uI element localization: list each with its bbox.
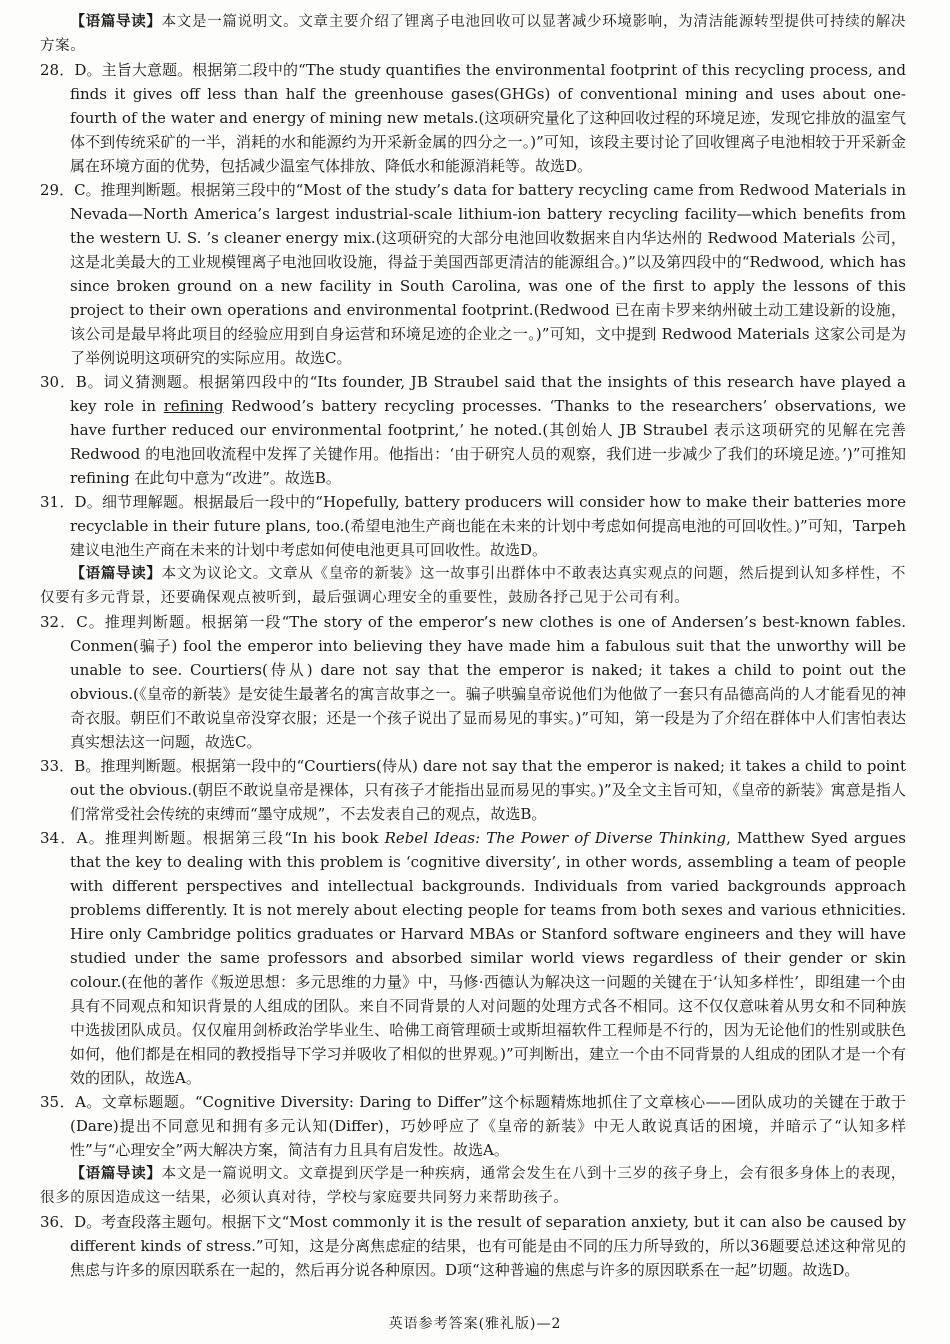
guide-text: 本文为议论文。文章从《皇帝的新装》这一故事引出群体中不敢表达真实观点的问题，然后提到认知多样性，不仅要有多元背景，还要确保观点被听到，最后强调心理安全的重要性，鼓励各抒己见于公司有利。: [40, 566, 906, 606]
item-text: 推理判断题。根据第三段中的“Most of the study’s data for battery recycling came from Redwood Materials in Nevada—North America’s largest industrial-scale lithium-ion battery recycling facility—which benefits from the western U. S. ’s cleaner energy mix.(这项研究的大部分电池回收数据来自内华达州的 Redwood Materials 公司，这是北美最大的工业规模锂离子电池回收设施，得益于美国西部更清洁的能源组合。)”以及第四段中的“Redwood, which has since broken ground on a new facility in South Carolina, was one of the first to apply the lessons of this project to their own operations and environmental footprint.(Redwood 已在南卡罗来纳州破土动工建设新的设施，该公司是最早将此项目的经验应用到自身运营和环境足迹的企业之一。)”可知，文中提到 Redwood Materials 这家公司是为了举例说明这项研究的实际应用。故选C。: [70, 181, 906, 367]
passage-guide-3: [40, 1162, 906, 1210]
item-text-before: 词义猜测题。根据第四段中的“Its founder, JB Straubel said that the insights of this research have played a key role in: [70, 373, 906, 415]
item-text-after: Redwood’s battery recycling processes. ‘Thanks to the researchers’ observations, we have further reduced our environmental footprint,’ he noted.(其创始人 JB Straubel 表示这项研究的见解在完善 Redwood 的电池回收流程中发挥了关键作用。他指出：‘由于研究人员的观察，我们进一步减少了我们的环境足迹。’)”可推知 refining 在此句中意为“改进”。故选B。: [70, 397, 907, 487]
answer-item-33: [40, 754, 906, 826]
item-text-after: , Matthew Syed argues that the key to dealing with this problem is ‘cognitive diversity’, in other words, assembling a team of people with different perspectives and intellectual backgrounds. Individuals from varied backgrounds approach problems differently. It is not merely about electing people for teams from both sexes and various ethnicities. Hire only Cambridge politics graduates or Harvard MBAs or Stanford software engineers and they will have studied under the same professors and absorbed similar world views regardless of their gender or skin colour.(在他的著作《叛逆思想：多元思维的力量》中，马修·西德认为解决这一问题的关键在于‘认知多样性’，即组建一个由具有不同观点和知识背景的人组成的团队。来自不同背景的人对问题的处理方式各不相同。这不仅仅意味着从男女和不同种族中选拔团队成员。仅仅雇用剑桥政治学毕业生、哈佛工商管理硕士或斯坦福软件工程师是不行的，因为无论他们的性别或肤色如何，他们都是在相同的教授指导下学习并吸收了相似的世界观。)”可判断出，建立一个由不同背景的人组成的团队才是一个有效的团队，故选A。: [70, 829, 907, 1087]
answer-item-28: [40, 58, 906, 178]
item-text-before: 推理判断题。根据第三段“In his book: [105, 829, 385, 847]
answer-item-31: [40, 490, 906, 562]
answer-item-32: [40, 610, 906, 754]
item-text: 主旨大意题。根据第二段中的“The study quantifies the environmental footprint of this recycling process, and finds it gives off less than half the greenhouse gases(GHGs) of conventional mining and uses about one-fourth of the water and energy of mining new metals.(这项研究量化了这种回收过程的环境足迹，发现它排放的温室气体不到传统采矿的一半，消耗的水和能源约为开采新金属的四分之一。)”可知，该段主要讨论了回收锂离子电池相较于开采新金属在环境方面的优势，包括减少温室气体排放、降低水和能源消耗等。故选D。: [70, 61, 906, 175]
guide-text: 本文是一篇说明文。文章主要介绍了锂离子电池回收可以显著减少环境影响，为清洁能源转型提供可持续的解决方案。: [40, 14, 906, 54]
passage-guide-1: [40, 10, 906, 58]
answer-page: [40, 10, 906, 1282]
item-text: 细节理解题。根据最后一段中的“Hopefully, battery producers will consider how to make their batteries more recyclable in their future plans, too.(希望电池生产商也能在未来的计划中考虑如何提高电池的可回收性。)”可知，Tarpeh 建议电池生产商在未来的计划中考虑如何使电池更具可回收性。故选D。: [70, 493, 906, 559]
guide-label: 【语篇导读】: [70, 1165, 162, 1182]
guide-label: 【语篇导读】: [70, 13, 162, 30]
item-text: 文章标题题。“Cognitive Diversity: Daring to Differ”这个标题精炼地抓住了文章核心——团队成功的关键在于敢于(Dare)提出不同意见和拥有多元认知(Differ)，巧妙呼应了《皇帝的新装》中无人敢说真话的困境，并暗示了“认知多样性”与“心理安全”两大解决方案，简洁有力且具有启发性。故选A。: [70, 1093, 907, 1159]
item-number: 30．B。: [40, 373, 104, 391]
item-number: 28．D。: [40, 61, 102, 79]
underlined-word: refining: [163, 397, 224, 415]
book-title: Rebel Ideas: The Power of Diverse Thinking: [384, 829, 727, 847]
answer-item-35: [40, 1090, 906, 1162]
passage-guide-2: [40, 562, 906, 610]
answer-item-36: [40, 1210, 906, 1282]
item-number: 32．C。: [40, 613, 105, 631]
answer-item-29: [40, 178, 906, 370]
item-text: 考查段落主题句。根据下文“Most commonly it is the result of separation anxiety, but it can also be caused by different kinds of stress.”可知，这是分离焦虑症的结果，也有可能是由不同的压力所导致的，所以36题要总述这种常见的焦虑与许多的原因联系在一起的，然后再分说各种原因。D项“这种普遍的焦虑与许多的原因联系在一起”切题。故选D。: [70, 1213, 907, 1279]
guide-label: 【语篇导读】: [70, 565, 162, 582]
page-footer: 英语参考答案(雅礼版)—2: [388, 1316, 562, 1332]
answer-item-34: [40, 826, 906, 1090]
item-number: 31．D。: [40, 493, 103, 511]
item-number: 36．D。: [40, 1213, 102, 1231]
item-number: 34．A。: [40, 829, 106, 847]
item-text: 推理判断题。根据第一段“The story of the emperor’s new clothes is one of Andersen’s best-known fables. Conmen(骗子) fool the emperor into believing they have made him a fabulous suit that the unworthy will be unable to see. Courtiers(侍从) dare not say that the emperor is naked; it takes a child to point out the obvious.(《皇帝的新装》是安徒生最著名的寓言故事之一。骗子哄骗皇帝说他们为他做了一套只有品德高尚的人才能看见的神奇衣服。朝臣们不敢说皇帝没穿衣服；还是一个孩子说出了显而易见的事实。)”可知，第一段是为了介绍在群体中人们害怕表达真实想法这一问题，故选C。: [70, 613, 906, 751]
answer-item-30: [40, 370, 906, 490]
item-number: 35．A。: [40, 1093, 102, 1111]
guide-text: 本文是一篇说明文。文章提到厌学是一种疾病，通常会发生在八到十三岁的孩子身上，会有很多身体上的表现，很多的原因造成这一结果，必须认真对待，学校与家庭要共同努力来帮助孩子。: [40, 1166, 906, 1206]
item-number: 29．C。: [40, 181, 101, 199]
item-text: 推理判断题。根据第一段中的“Courtiers(侍从) dare not say that the emperor is naked; it takes a child to point out the obvious.(朝臣不敢说皇帝是裸体，只有孩子才能指出显而易见的事实。)”及全文主旨可知，《皇帝的新装》寓意是指人们常常受社会传统的束缚而“墨守成规”，不去发表自己的观点，故选B。: [70, 757, 906, 823]
item-number: 33．B。: [40, 757, 101, 775]
